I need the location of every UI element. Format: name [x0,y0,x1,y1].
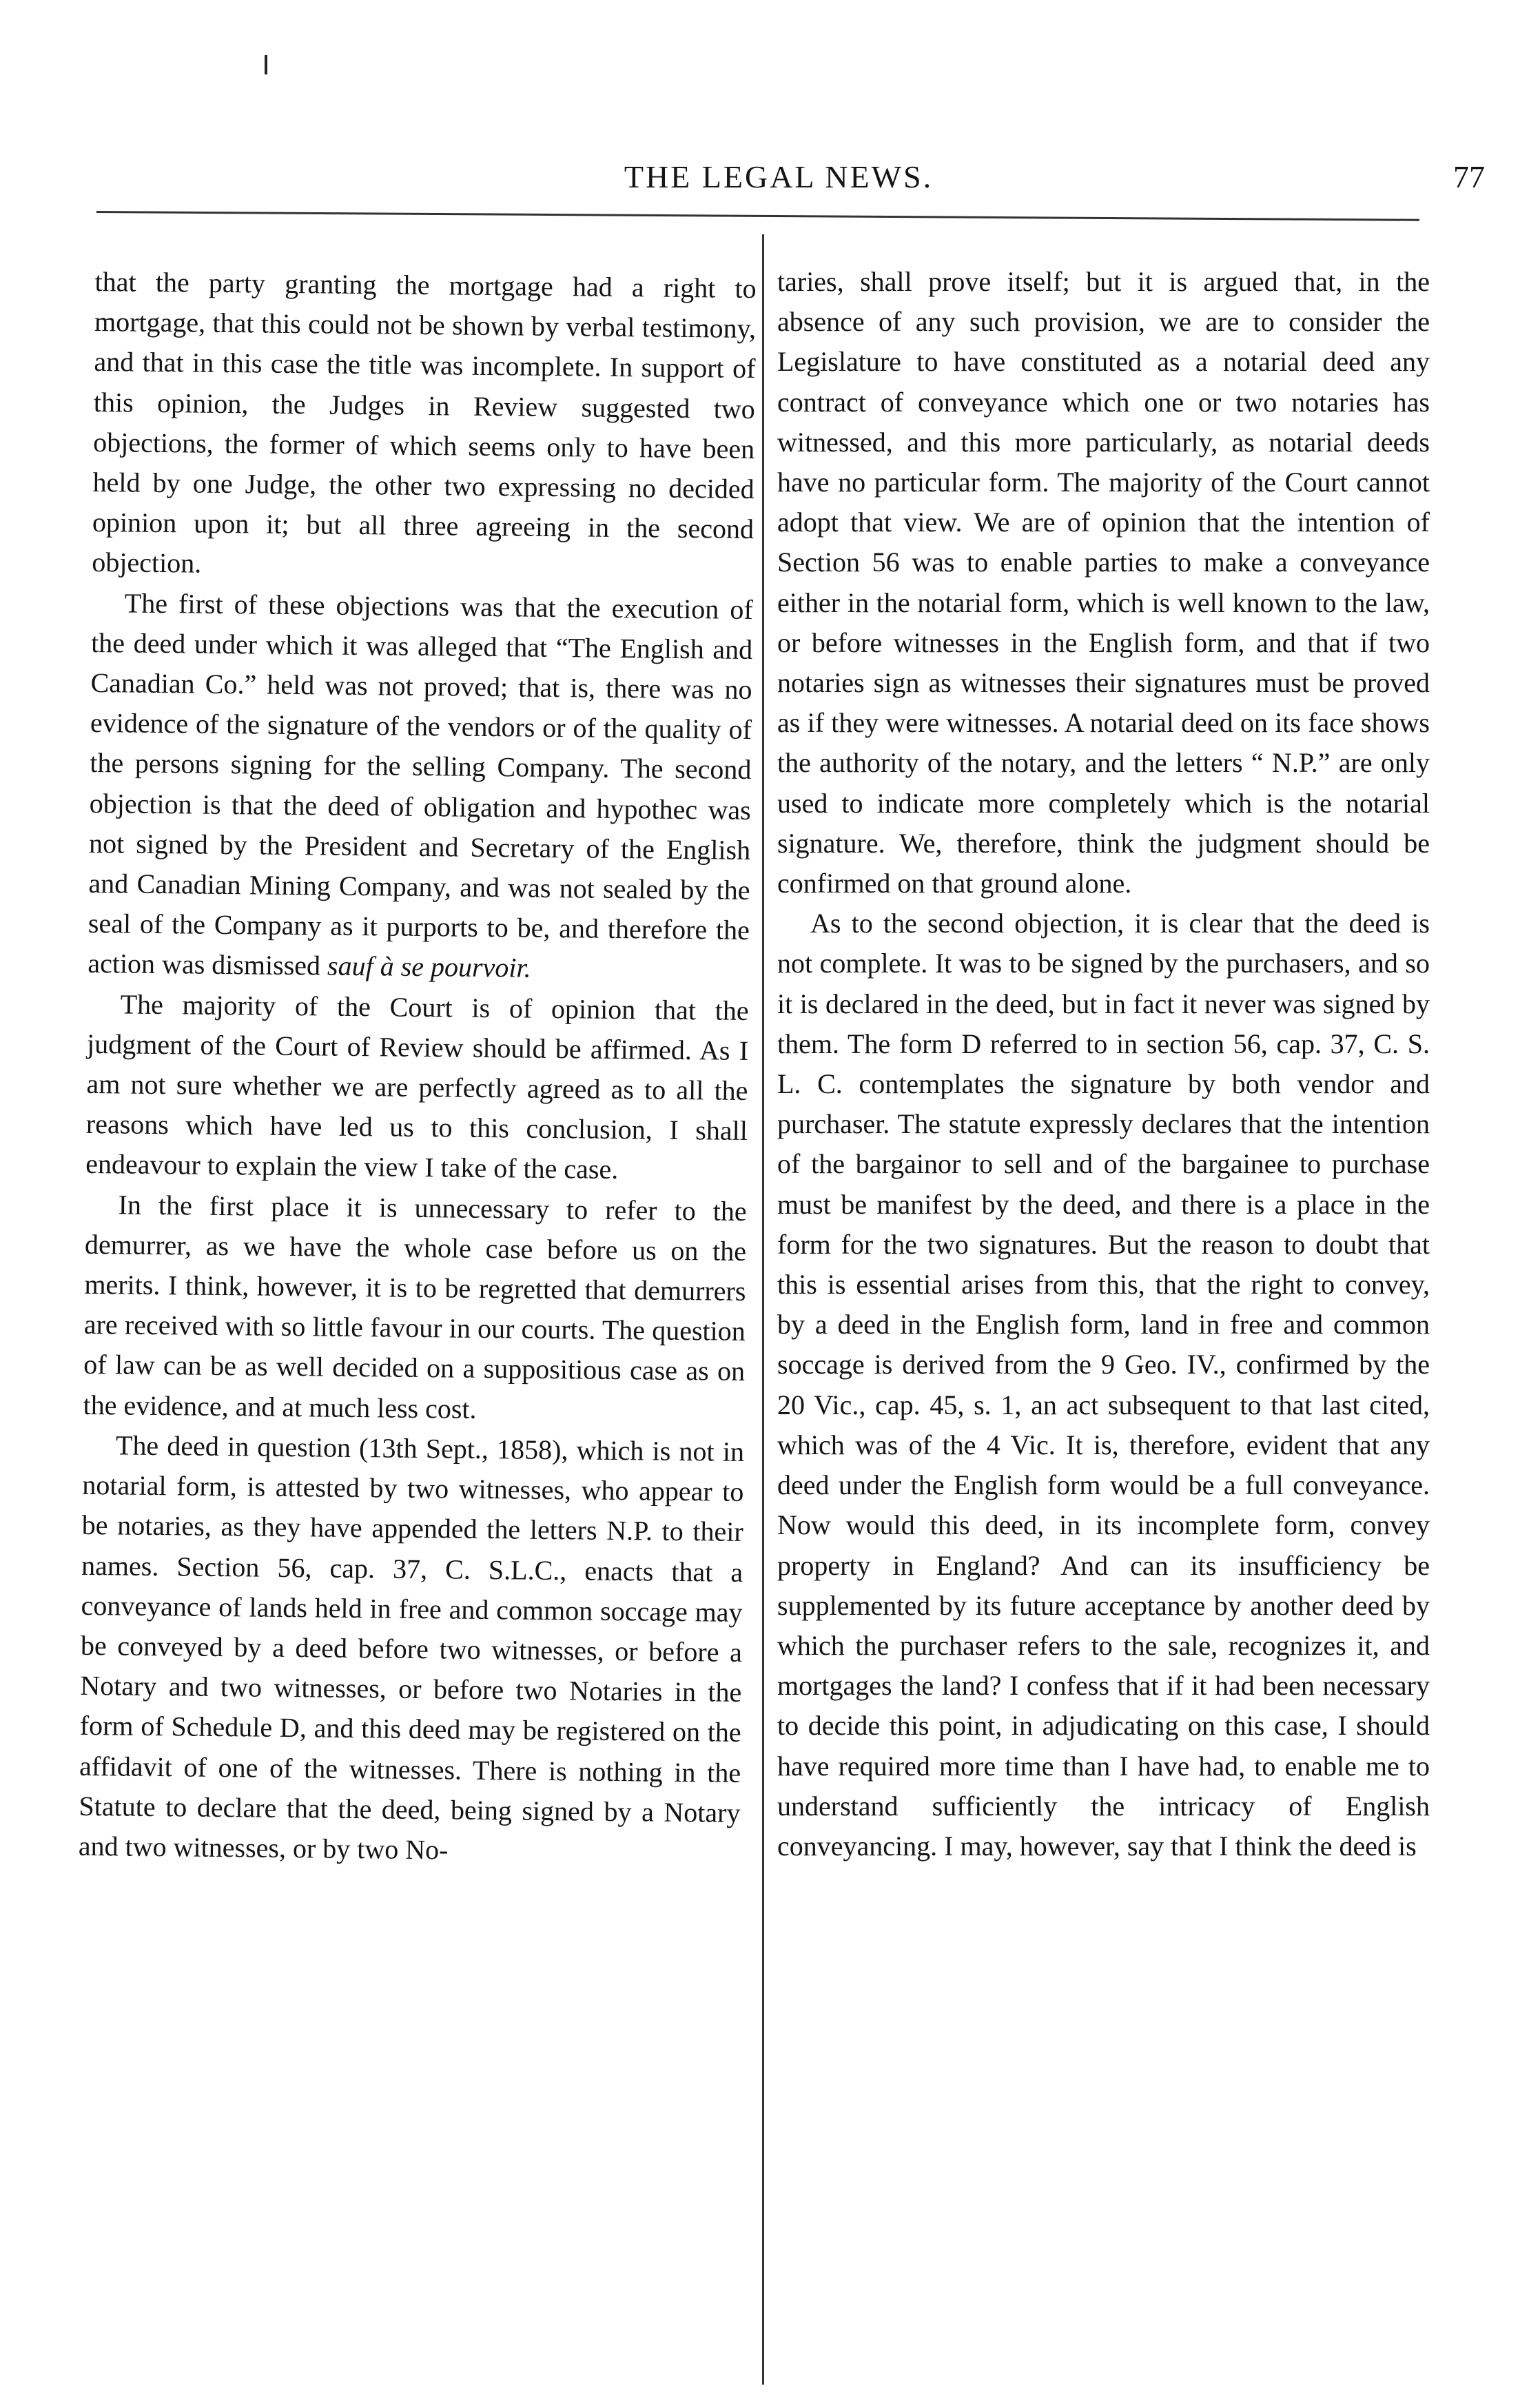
paragraph-text: The first of these objections was that the execution of the deed under which it was alleged that “The English and Canadian Co.” held was not proved; that is, there was no evidence of the signature of the vendors or of the quality of the persons signing for the selling Company. The second objection is that the deed of obligation and hypothec was not signed by the President and Secretary of the English and Canadian Mining Company, and was not sealed by the seal of the Company as it purports to be, and therefore the action was dismissed [88,587,754,981]
paragraph: The deed in question (13th Sept., 1858), which is not in notarial form, is attested by two witnesses, who appear to be notaries, as they have appended the letters N.P. to their names. Section 56, cap. 37, C. S.L.C., enacts that a conveyance of lands held in free and common soccage may be conveyed by a deed before two witnesses, or before a Notary and two witnesses, or before two Notaries in the form of Schedule D, and this deed may be registered on the affidavit of one of the witnesses. There is nothing in the Statute to declare that the deed, being signed by a Notary and two witnesses, or by two No- [78,1429,745,1866]
italic-phrase: sauf à se pourvoir. [327,950,531,984]
page-number: 77 [1453,159,1485,194]
journal-title: THE LEGAL NEWS. [624,159,934,194]
left-column [79,262,757,1873]
paragraph [88,583,753,991]
paragraph: The majority of the Court is of opinion that the judgment of the Court of Review should be affirmed. As I am not sure whether we are perfectly agreed as to all the reasons which have led us to this conclusion, I shall endeavour to explain the view I take of the case. [85,988,749,1185]
margin-mark [265,55,267,74]
paragraph: In the first place it is unnecessary to refer to the demurrer, as we have the whole case before us on the merits. I think, however, it is to be regretted that demurrers are received with so little favour in our courts. The question of law can be as well decided on a suppositious case as on the evidence, and at much less cost. [83,1189,747,1425]
right-column [777,262,1430,1866]
column-divider [762,234,764,2385]
paragraph: that the party granting the mortgage had a right to mortgage, that this could not be shown by verbal testimony, and that in this case the title was incomplete. In support of this opinion, the Judges in Review suggested two objections, the former of which seems only to have been held by one Judge, the other two expressing no decided opinion upon it; but all three agreeing in the second objection. [92,265,757,580]
paragraph: taries, shall prove itself; but it is argued that, in the absence of any such provision, we are to consider the Legislature to have constituted as a notarial deed any contract of conveyance which one or two notaries has witnessed, and this more particularly, as notarial deeds have no particular form. The majority of the Court cannot adopt that view. We are of opinion that the intention of Section 56 was to enable parties to make a conveyance either in the notarial form, which is well known to the law, or before witnesses in the English form, and that if two notaries sign as witnesses their signatures must be proved as if they were witnesses. A notarial deed on its face shows the authority of the notary, and the letters “ N.P.” are only used to indicate more completely which is the notarial signature. We, therefore, think the judgment should be confirmed on that ground alone. [777,266,1430,899]
paragraph: As to the second objection, it is clear that the deed is not complete. It was to be signed by the purchasers, and so it is declared in the deed, but in fact it never was signed by them. The form D referred to in section 56, cap. 37, C. S. L. C. contemplates the signature by both vendor and purchaser. The statute expressly declares that the intention of the bargainor to sell and of the bargainee to purchase must be manifest by the deed, and there is a place in the form for the two signatures. But the reason to doubt that this is essential arises from this, that the right to convey, by a deed in the English form, land in free and common soccage is derived from the 9 Geo. IV., confirmed by the 20 Vic., cap. 45, s. 1, an act subsequent to that last cited, which was of the 4 Vic. It is, therefore, evident that any deed under the English form would be a full conveyance. Now would this deed, in its incomplete form, convey property in England? And can its insufficiency be supplemented by its future acceptance by another deed by which the purchaser refers to the sale, recognizes it, and mortgages the land? I confess that if it had been necessary to decide this point, in adjudicating on this case, I should have required more time than I have had, to enable me to understand sufficiently the intricacy of English conveyancing. I may, however, say that I think the deed is [777,908,1430,1861]
page-header [0,153,1540,201]
header-rule [96,211,1419,221]
